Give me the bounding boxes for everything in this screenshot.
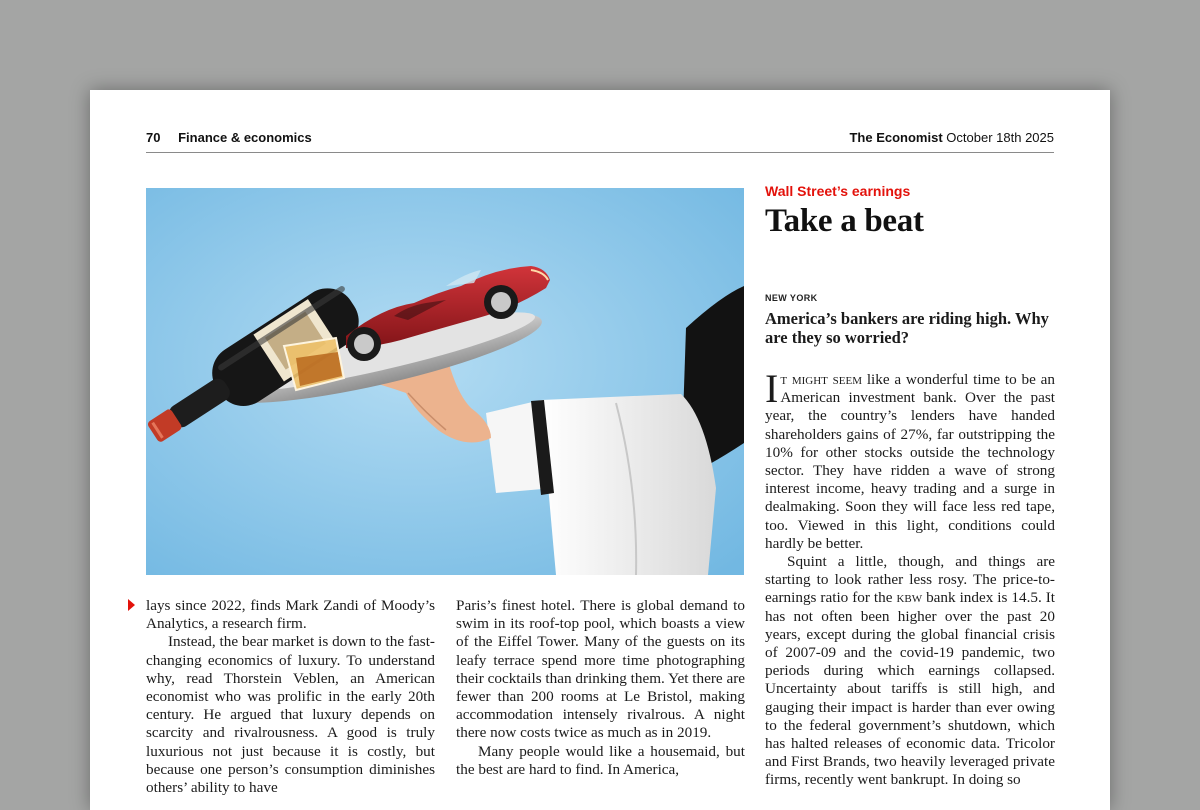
paragraph: lays since 2022, finds Mark Zandi of Moody’s Analytics, a research firm. bbox=[146, 597, 435, 633]
drop-cap: I bbox=[765, 366, 779, 411]
lead-paragraph-text: like a wonderful time to be an American investment bank. Over the past year, the country’s lenders have handed shareholders gains of 27%, far outstripping the 10% for other stocks outside the technology sector. They have ridden a wave of strong interest income, heavy trading and a surge in dealmaking. Soon they will face less red tape, too. Viewed in this light, conditions could hardly be better. bbox=[765, 371, 1055, 552]
continued-marker bbox=[128, 599, 135, 611]
headline: Take a beat bbox=[765, 203, 924, 239]
lead-paragraph bbox=[765, 366, 1055, 553]
paragraph: Paris’s finest hotel. There is global demand to swim in its roof-top pool, which boasts a view of the Eiffel Tower. Many of the guests on its leafy terrace spend more time photographing their cocktails than drinking them. Yet there are fewer than 200 rooms at Le Bristol, making accommodation intensely rivalrous. A night there now costs twice as much as in 2019. bbox=[456, 597, 745, 742]
running-head-right bbox=[849, 130, 1054, 145]
fly-title: Wall Street’s earnings bbox=[765, 183, 911, 199]
lead-in: t might seem bbox=[780, 371, 863, 388]
running-head-left bbox=[146, 130, 312, 145]
section-name: Finance & economics bbox=[178, 130, 312, 145]
napkin bbox=[541, 394, 716, 575]
body-column-3 bbox=[765, 366, 1056, 790]
rubric: America’s bankers are riding high. Why are they so worried? bbox=[765, 309, 1049, 347]
publication-name: The Economist bbox=[849, 130, 943, 145]
body-column-1 bbox=[146, 597, 435, 797]
paragraph: Squint a little, though, and things are starting to look rather less rosy. The price-to-earnings ratio for the kbw bank index is 14.5. It has not often been higher over the past 20 years, except during the global financial crisis of 2007-09 and the covid-19 pandemic, two periods during which earnings collapsed. Uncertainty about tariffs is still high, and gauging their impact is harder than ever owing to the federal government’s shutdown, which has halted releases of economic data. Tricolor and First Brands, two heavily leveraged private firms, recently went bankrupt. In doing so bbox=[765, 553, 1056, 789]
paragraph: Many people would like a housemaid, but the best are hard to find. In America, bbox=[456, 742, 745, 778]
running-head bbox=[146, 130, 1054, 153]
page-number: 70 bbox=[146, 130, 161, 145]
issue-date: October 18th 2025 bbox=[946, 130, 1054, 145]
paragraph: Instead, the bear market is down to the fast-changing economics of luxury. To understand why, read Thorstein Veblen, an American economist who was prolific in the early 20th century. He argued that luxury depends on scarcity and rivalrousness. A good is truly luxurious not just because it is costly, but because one person’s consumption diminishes others’ ability to have bbox=[146, 633, 435, 797]
body-column-2 bbox=[456, 597, 745, 779]
article-illustration bbox=[146, 188, 744, 575]
magazine-page bbox=[90, 90, 1110, 810]
index-abbreviation: kbw bbox=[896, 589, 923, 607]
dateline: NEW YORK bbox=[765, 293, 818, 303]
